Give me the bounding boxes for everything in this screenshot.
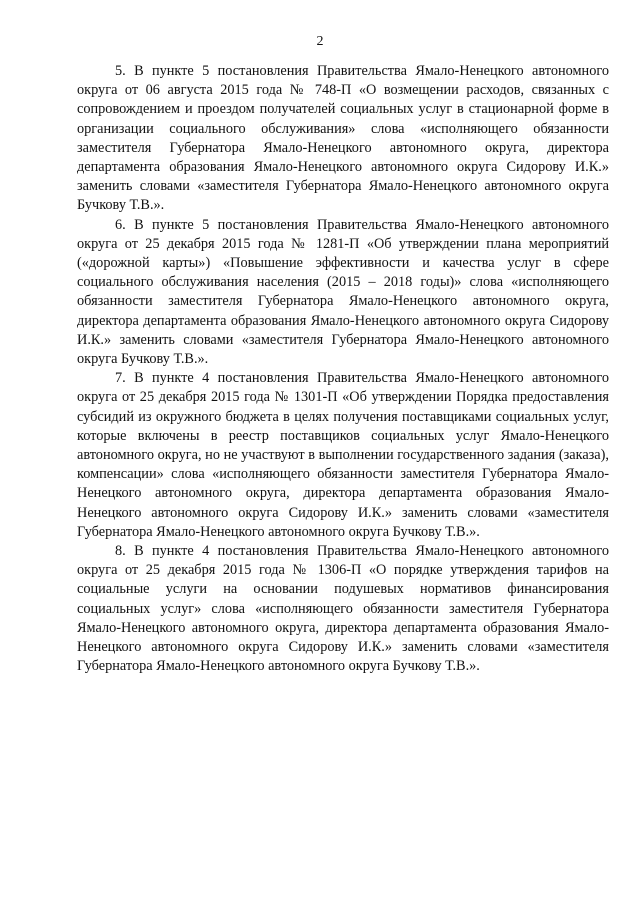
document-body [77,62,609,677]
paragraph-8: 8. В пункте 4 постановления Правительства Ямало-Ненецкого автономного округа от 25 декабря 2015 года № 1306-П «О порядке утверждения тарифов на социальные услуги на основании подушевых нормативов финансирования социальных услуг» слова «исполняющего обязанности заместителя Губернатора Ямало-Ненецкого автономного округа, директора департамента образования Ямало-Ненецкого автономного округа Сидорову И.К.» заменить словами «заместителя Губернатора Ямало-Ненецкого автономного округа Бучкову Т.В.». [77,543,609,675]
paragraph-7: 7. В пункте 4 постановления Правительства Ямало-Ненецкого автономного округа от 25 декабря 2015 года № 1301-П «Об утверждении Порядка предоставления субсидий из окружного бюджета в целях получения поставщиками социальных услуг, которые включены в реестр поставщиков социальных услуг Ямало-Ненецкого автономного округа, но не участвуют в выполнении государственного задания (заказа), компенсации» слова «исполняющего обязанности заместителя Губернатора Ямало-Ненецкого автономного округа, директора департамента образования Ямало-Ненецкого автономного округа Сидорову И.К.» заменить словами «заместителя Губернатора Ямало-Ненецкого автономного округа Бучкову Т.В.». [77,370,609,540]
paragraph-6: 6. В пункте 5 постановления Правительства Ямало-Ненецкого автономного округа от 25 декабря 2015 года № 1281-П «Об утверждении плана мероприятий («дорожной карты») «Повышение эффективности и качества услуг в сфере социального обслуживания населения (2015 – 2018 годы)» слова «исполняющего обязанности заместителя Губернатора Ямало-Ненецкого автономного округа, директора департамента образования Ямало-Ненецкого автономного округа Сидорову И.К.» заменить словами «заместителя Губернатора Ямало-Ненецкого автономного округа Бучкову Т.В.». [77,216,609,368]
paragraph-5: 5. В пункте 5 постановления Правительства Ямало-Ненецкого автономного округа от 06 августа 2015 года № 748-П «О возмещении расходов, связанных с сопровождением и проездом получателей социальных услуг в стационарной форме в организации социального обслуживания» слова «исполняющего обязанности заместителя Губернатора Ямало-Ненецкого автономного округа, директора департамента образования Ямало-Ненецкого автономного округа Сидорову И.К.» заменить словами «заместителя Губернатора Ямало-Ненецкого автономного округа Бучкову Т.В.». [77,63,609,214]
page-number: 2 [316,34,324,49]
